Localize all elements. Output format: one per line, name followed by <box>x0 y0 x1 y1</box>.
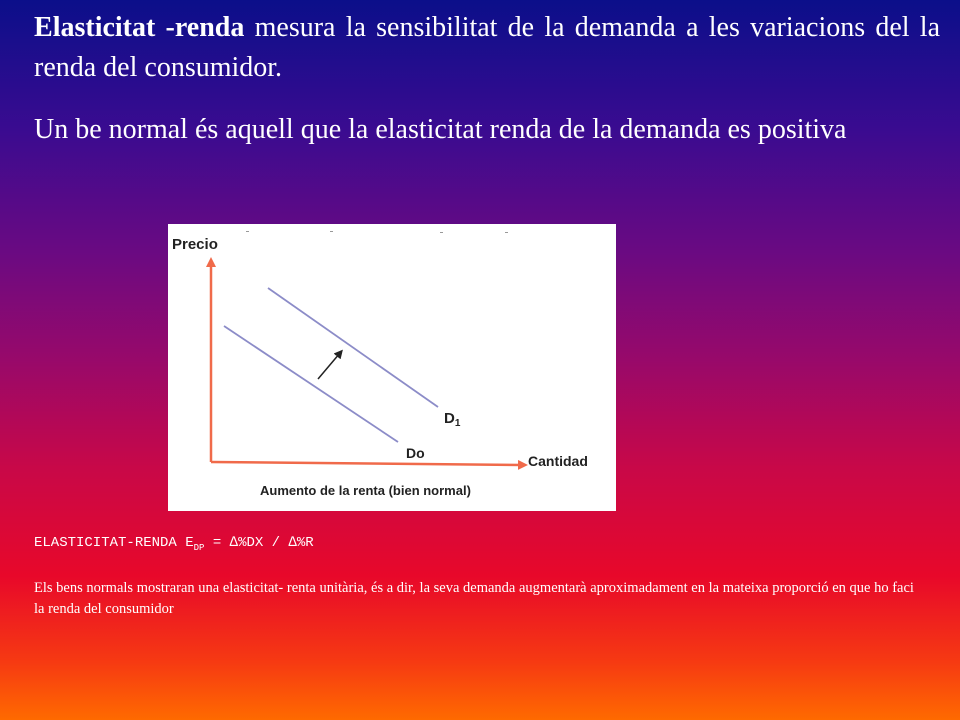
elasticity-formula <box>34 535 314 553</box>
delta-symbol-1: ∆ <box>229 535 239 551</box>
formula-subscript: DP <box>193 542 205 553</box>
curve-d0 <box>224 326 398 442</box>
curve-d1-label <box>444 410 461 429</box>
curve-d1-label-sub: 1 <box>454 418 461 429</box>
formula-prefix: ELASTICITAT-RENDA E <box>34 535 194 551</box>
definition-paragraph <box>34 8 940 88</box>
formula-term-1: %DX / <box>238 535 289 551</box>
scan-marks <box>246 231 508 233</box>
demand-shift-figure <box>168 224 616 511</box>
term-title: lasticitat -renda <box>52 12 245 43</box>
curve-d1-label-main: D <box>444 410 455 427</box>
figure-caption: Aumento de la renta (bien normal) <box>260 483 471 498</box>
definition-text: mesura la sensibilitat de la demanda a les variacions del la renda del consumidor. <box>34 12 941 83</box>
curve-d0-label: Do <box>406 445 425 461</box>
curve-d1 <box>268 288 438 407</box>
formula-equals: = <box>204 535 230 551</box>
shift-arrow <box>318 353 340 379</box>
normal-good-paragraph: Un be normal és aquell que la elasticitat renda de la demanda es positiva <box>34 114 847 145</box>
x-axis <box>211 462 523 465</box>
x-axis-label: Cantidad <box>528 453 588 469</box>
demand-shift-diagram <box>168 224 616 511</box>
formula-term-2: %R <box>296 535 314 551</box>
delta-symbol-2: ∆ <box>288 535 297 551</box>
y-axis-label: Precio <box>172 236 218 253</box>
term-first-letter: E <box>34 12 53 43</box>
footnote-text: Els bens normals mostraran una elasticitat- renta unitària, és a dir, la seva demanda augmentarà aproximadament en la mateixa proporció en que ho faci la renda del consumidor <box>34 580 914 617</box>
heading-block <box>34 8 960 150</box>
